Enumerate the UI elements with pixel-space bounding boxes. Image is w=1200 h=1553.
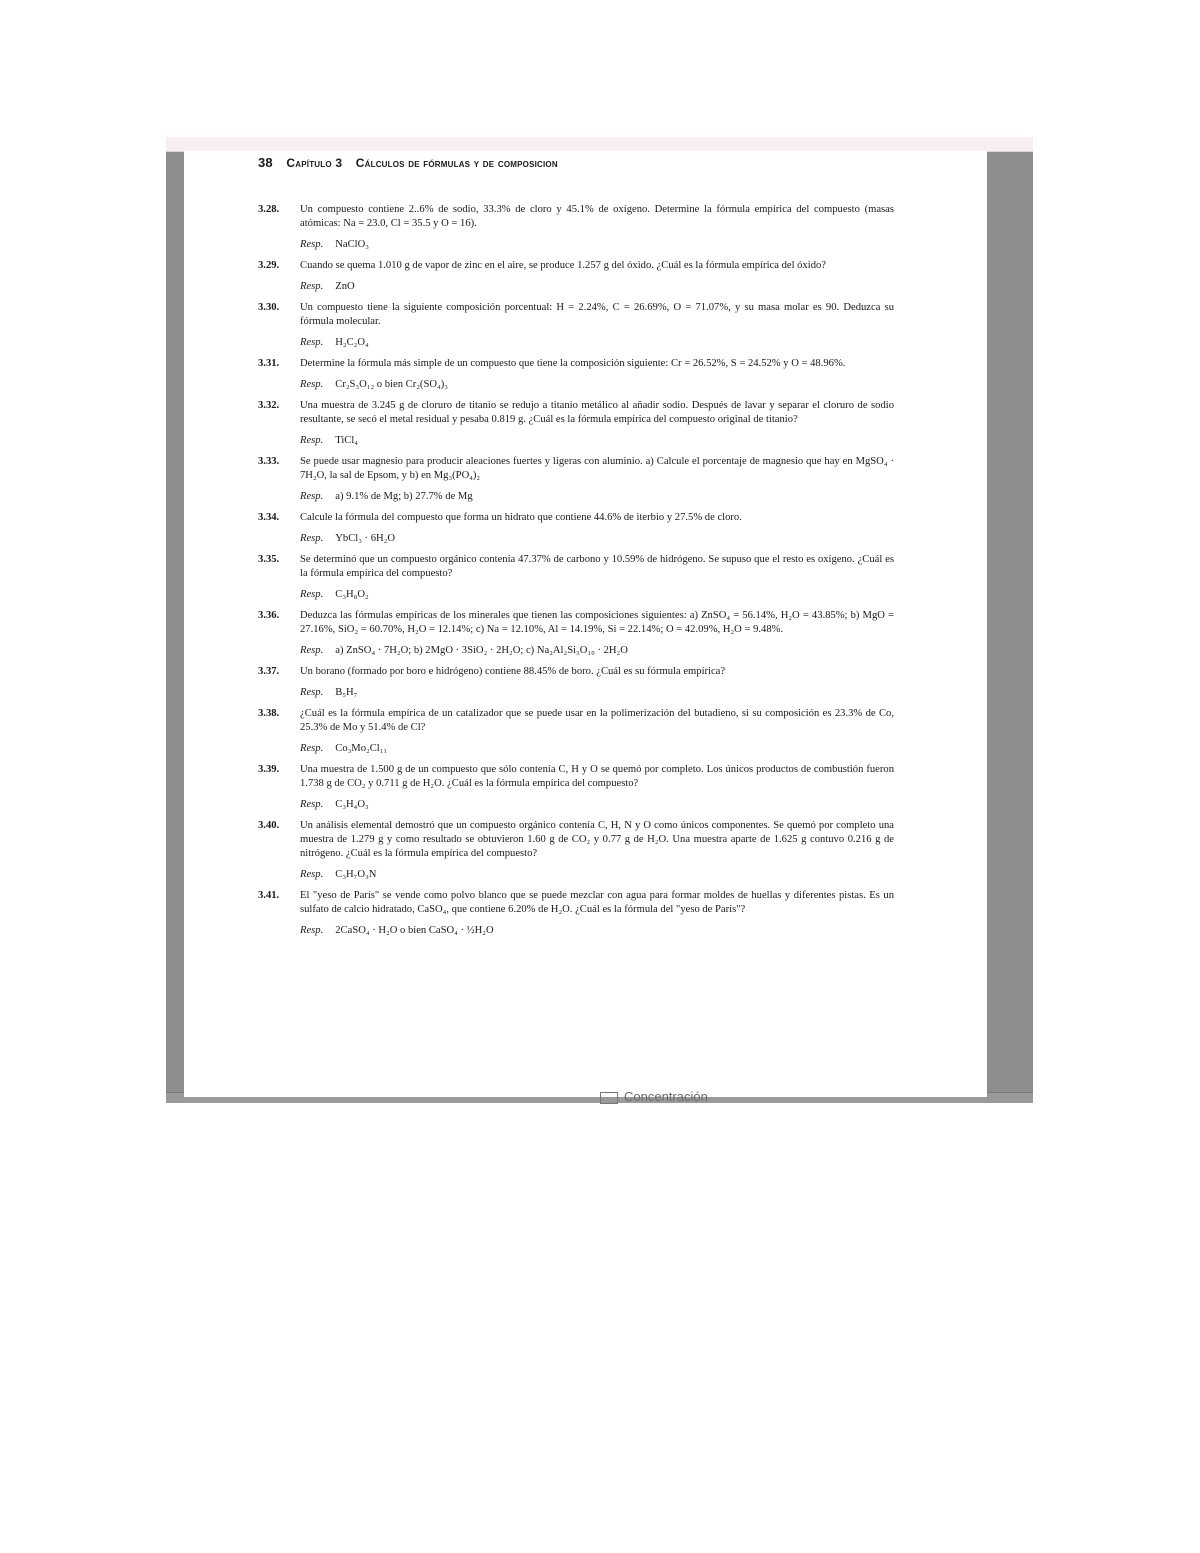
problem-item	[258, 609, 894, 658]
answer-label: Resp.	[300, 925, 324, 936]
answer-label: Resp.	[300, 743, 324, 754]
problem-item	[258, 889, 894, 938]
problem-answer	[300, 532, 894, 546]
page-number: 38	[258, 155, 273, 170]
problem-question: Se determinó que un compuesto orgánico contenía 47.37% de carbono y 10.59% de hidrógeno. Se supuso que el resto es oxígeno. ¿Cuál es la fórmula empírica del compuesto?	[300, 554, 894, 579]
problem-answer	[300, 644, 894, 658]
problem-item	[258, 399, 894, 448]
problem-number: 3.30.	[258, 302, 280, 313]
problem-question: Calcule la fórmula del compuesto que forma un hidrato que contiene 44.6% de iterbio y 27.5% de cloro.	[300, 512, 742, 523]
problem-number: 3.33.	[258, 456, 280, 467]
answer-label: Resp.	[300, 337, 324, 348]
problem-item	[258, 553, 894, 602]
problem-answer	[300, 378, 894, 392]
problem-answer	[300, 588, 894, 602]
problem-number: 3.34.	[258, 512, 280, 523]
problem-list	[258, 203, 894, 945]
answer-value: NaClO₃	[335, 239, 369, 250]
answer-value: a) 9.1% de Mg; b) 27.7% de Mg	[335, 491, 473, 502]
problem-item	[258, 665, 894, 700]
answer-label: Resp.	[300, 533, 324, 544]
problem-number: 3.37.	[258, 666, 280, 677]
problem-number: 3.40.	[258, 820, 280, 831]
problem-question: Determine la fórmula más simple de un compuesto que tiene la composición siguiente: Cr = 26.52%, S = 24.52% y O = 48.96%.	[300, 358, 846, 369]
problem-number: 3.31.	[258, 358, 280, 369]
problem-item	[258, 511, 894, 546]
answer-label: Resp.	[300, 799, 324, 810]
problem-item	[258, 259, 894, 294]
answer-value: C₃H₇O₃N	[335, 869, 377, 880]
problem-answer	[300, 434, 894, 448]
answer-value: H₂C₂O₄	[335, 337, 369, 348]
problem-number: 3.29.	[258, 260, 280, 271]
problem-answer	[300, 798, 894, 812]
bleed-through-text: Concentración	[624, 1090, 708, 1104]
problem-number: 3.32.	[258, 400, 280, 411]
answer-label: Resp.	[300, 491, 324, 502]
answer-value: YbCl₃ · 6H₂O	[335, 533, 396, 544]
answer-value: Co₃Mo₂Cl₁₁	[335, 743, 388, 754]
problem-question: Un compuesto tiene la siguiente composición porcentual: H = 2.24%, C = 26.69%, O = 71.07%, y su masa molar es 90. Deduzca su fórmula molecular.	[300, 302, 894, 327]
problem-question: Un borano (formado por boro e hidrógeno) contiene 88.45% de boro. ¿Cuál es su fórmula empírica?	[300, 666, 726, 677]
problem-answer	[300, 742, 894, 756]
scan-top-strip	[166, 137, 1033, 152]
problem-question: Cuando se quema 1.010 g de vapor de zinc en el aire, se produce 1.257 g del óxido. ¿Cuál es la fórmula empírica del óxido?	[300, 260, 826, 271]
bleed-through-footer	[600, 1090, 940, 1104]
answer-value: Cr₂S₃O₁₂ o bien Cr₂(SO₄)₃	[335, 379, 448, 390]
problem-number: 3.35.	[258, 554, 280, 565]
answer-value: B₅H₇	[335, 687, 358, 698]
problem-answer	[300, 336, 894, 350]
problem-answer	[300, 238, 894, 252]
problem-question: Un análisis elemental demostró que un compuesto orgánico contenía C, H, N y O como únicos componentes. Se quemó por completo una muestra de 1.279 g y como resultado se obtuvieron 1.60 g de CO₂ y 0.77 g de H₂O. Una muestra aparte de 1.625 g contuvo 0.216 g de nitrógeno. ¿Cuál es la fórmula empírica del compuesto?	[300, 820, 894, 859]
problem-question: El "yeso de París" se vende como polvo blanco que se puede mezclar con agua para formar moldes de huellas y diferentes pistas. Es un sulfato de calcio hidratado, CaSO₄, que contiene 6.20% de H₂O. ¿Cuál es la fórmula del "yeso de París"?	[300, 890, 894, 915]
problem-number: 3.36.	[258, 610, 280, 621]
problem-answer	[300, 280, 894, 294]
answer-label: Resp.	[300, 435, 324, 446]
problem-item	[258, 357, 894, 392]
problem-answer	[300, 924, 894, 938]
checkbox-icon	[600, 1092, 618, 1104]
problem-item	[258, 763, 894, 812]
answer-value: a) ZnSO₄ · 7H₂O; b) 2MgO · 3SiO₂ · 2H₂O; c) Na₂Al₂Si₃O₁₀ · 2H₂O	[335, 645, 628, 656]
answer-value: C₃H₄O₃	[335, 799, 369, 810]
problem-answer	[300, 868, 894, 882]
problem-item	[258, 301, 894, 350]
problem-question: Deduzca las fórmulas empíricas de los minerales que tienen las composiciones siguientes: a) ZnSO₄ = 56.14%, H₂O = 43.85%; b) MgO = 27.16%, SiO₂ = 60.70%, H₂O = 12.14%; c) Na = 12.10%, Al = 14.19%, Si = 22.14%; O = 42.09%, H₂O = 9.48%.	[300, 610, 894, 635]
problem-number: 3.28.	[258, 204, 280, 215]
problem-item	[258, 455, 894, 504]
answer-value: 2CaSO₄ · H₂O o bien CaSO₄ · ½H₂O	[335, 925, 494, 936]
problem-question: Una muestra de 1.500 g de un compuesto que sólo contenía C, H y O se quemó por completo. Los únicos productos de combustión fueron 1.738 g de CO₂ y 0.711 g de H₂O. ¿Cuál es la fórmula empírica del compuesto?	[300, 764, 894, 789]
document-page	[184, 151, 987, 1097]
problem-number: 3.38.	[258, 708, 280, 719]
answer-value: TiCl₄	[335, 435, 358, 446]
page-header	[258, 155, 558, 170]
problem-item	[258, 707, 894, 756]
problem-question: ¿Cuál es la fórmula empírica de un catalizador que se puede usar en la polimerización del butadieno, si su composición es 23.3% de Co, 25.3% de Mo y 51.4% de Cl?	[300, 708, 894, 733]
answer-value: C₃H₈O₂	[335, 589, 369, 600]
answer-label: Resp.	[300, 281, 324, 292]
answer-label: Resp.	[300, 687, 324, 698]
problem-item	[258, 819, 894, 882]
problem-item	[258, 203, 894, 252]
problem-question: Se puede usar magnesio para producir aleaciones fuertes y ligeras con aluminio. a) Calcule el porcentaje de magnesio que hay en MgSO₄ · 7H₂O, la sal de Epsom, y b) en Mg₃(PO₄)₂	[300, 456, 894, 481]
answer-label: Resp.	[300, 589, 324, 600]
problem-number: 3.39.	[258, 764, 280, 775]
problem-question: Un compuesto contiene 2..6% de sodio, 33.3% de cloro y 45.1% de oxígeno. Determine la fórmula empírica del compuesto (masas atómicas: Na = 23.0, Cl = 35.5 y O = 16).	[300, 204, 894, 229]
answer-label: Resp.	[300, 239, 324, 250]
problem-question: Una muestra de 3.245 g de cloruro de titanio se redujo a titanio metálico al añadir sodio. Después de lavar y separar el cloruro de sodio resultante, se secó el metal residual y pesaba 0.819 g. ¿Cuál es la fórmula empírica del compuesto original de titanio?	[300, 400, 894, 425]
answer-label: Resp.	[300, 869, 324, 880]
answer-value: ZnO	[335, 281, 355, 292]
chapter-label: Capítulo 3	[286, 156, 343, 170]
chapter-title: Cálculos de fórmulas y de composicion	[355, 156, 558, 170]
problem-answer	[300, 686, 894, 700]
answer-label: Resp.	[300, 645, 324, 656]
problem-number: 3.41.	[258, 890, 280, 901]
problem-answer	[300, 490, 894, 504]
answer-label: Resp.	[300, 379, 324, 390]
